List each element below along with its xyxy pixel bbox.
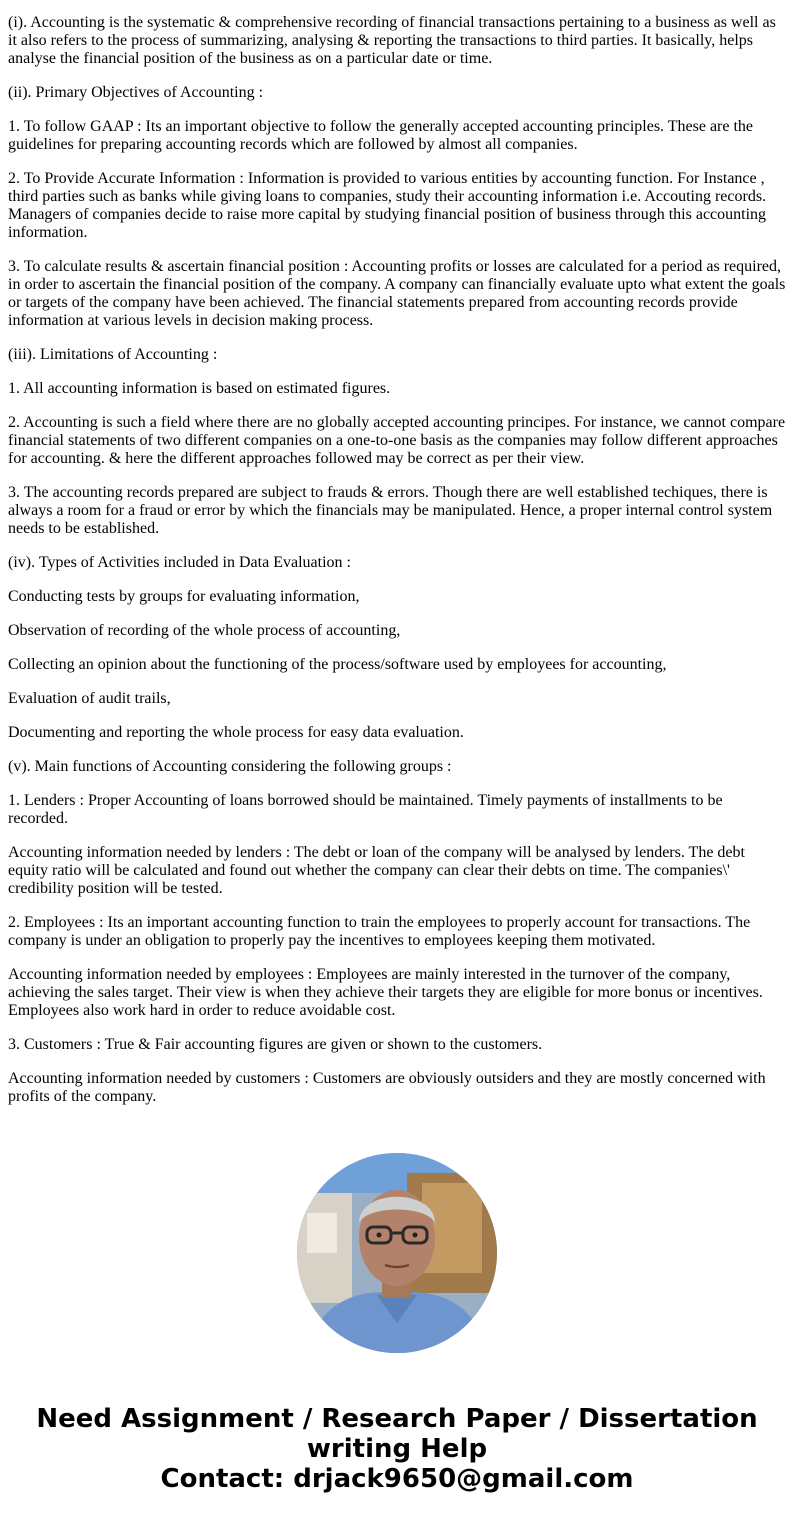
paragraph-limitation-2: 2. Accounting is such a field where there are no globally accepted accounting principes. For instance, we cannot compare financial statements of two different companies on a one-to-one basis as the companies may follow different approaches for accounting. & here the different approaches followed may be correct as per their view. <box>8 414 786 467</box>
help-banner-line-2: writing Help <box>306 1434 488 1464</box>
activity-item: Conducting tests by groups for evaluating information, <box>8 588 360 605</box>
paragraph-intro: (i). Accounting is the systematic & comprehensive recording of financial transactions pertaining to a business as well as it also refers to the process of summarizing, analysing & reporting the transactions to third parties. It basically, helps analyse the financial position of the business as on a particular date or time. <box>8 14 776 67</box>
heading-functions: (v). Main functions of Accounting considering the following groups : <box>8 758 452 775</box>
paragraph-employees: 2. Employees : Its an important accounting function to train the employees to properly account for transactions. The company is under an obligation to properly pay the incentives to employees keeping them motivated. <box>8 914 751 949</box>
heading-activities: (iv). Types of Activities included in Data Evaluation : <box>8 554 351 571</box>
paragraph-lenders-info: Accounting information needed by lenders : The debt or loan of the company will be analysed by lenders. The debt equity ratio will be calculated and found out whether the company can clear their debts on time. The companies\' credibility position will be tested. <box>8 844 745 897</box>
help-banner <box>0 1404 794 1494</box>
answer-body <box>8 14 786 1122</box>
heading-objectives: (ii). Primary Objectives of Accounting : <box>8 84 264 101</box>
person-portrait-icon <box>297 1153 497 1353</box>
activity-item: Documenting and reporting the whole process for easy data evaluation. <box>8 724 464 741</box>
contact-email: Contact: drjack9650@gmail.com <box>160 1464 634 1494</box>
paragraph-objective-1: 1. To follow GAAP : Its an important objective to follow the generally accepted accounting principles. These are the guidelines for preparing accounting records which are followed by almost all companies. <box>8 118 754 153</box>
heading-limitations: (iii). Limitations of Accounting : <box>8 346 218 363</box>
paragraph-objective-3: 3. To calculate results & ascertain financial position : Accounting profits or losses are calculated for a period as required, in order to ascertain the financial position of the company. A company can financially evaluate upto what extent the goals or targets of the company have been achieved. The financial statements prepared from accounting records provide information at various levels in decision making process. <box>8 258 786 329</box>
paragraph-employees-info: Accounting information needed by employees : Employees are mainly interested in the turnover of the company, achieving the sales target. Their view is when they achieve their targets they are eligible for more bonus or incentives. Employees also work hard in order to reduce avoidable cost. <box>8 966 763 1019</box>
paragraph-limitation-3: 3. The accounting records prepared are subject to frauds & errors. Though there are well established techiques, there is always a room for a fraud or error by which the financials may be manipulated. Hence, a proper internal control system needs to be established. <box>8 484 773 537</box>
paragraph-customers-info: Accounting information needed by customers : Customers are obviously outsiders and they are mostly concerned with profits of the company. <box>8 1070 766 1105</box>
author-avatar <box>297 1153 497 1353</box>
paragraph-customers: 3. Customers : True & Fair accounting figures are given or shown to the customers. <box>8 1036 543 1053</box>
paragraph-objective-2: 2. To Provide Accurate Information : Information is provided to various entities by accounting function. For Instance , third parties such as banks while giving loans to companies, study their accounting information i.e. Accouting records. Managers of companies decide to raise more capital by studying financial position of business through this accounting information. <box>8 170 767 241</box>
help-banner-line-1: Need Assignment / Research Paper / Dissertation <box>36 1404 758 1434</box>
activity-item: Evaluation of audit trails, <box>8 690 171 707</box>
paragraph-lenders: 1. Lenders : Proper Accounting of loans borrowed should be maintained. Timely payments of installments to be recorded. <box>8 792 723 827</box>
paragraph-limitation-1: 1. All accounting information is based on estimated figures. <box>8 380 391 397</box>
activity-item: Collecting an opinion about the functioning of the process/software used by employees for accounting, <box>8 656 667 673</box>
activity-item: Observation of recording of the whole process of accounting, <box>8 622 401 639</box>
